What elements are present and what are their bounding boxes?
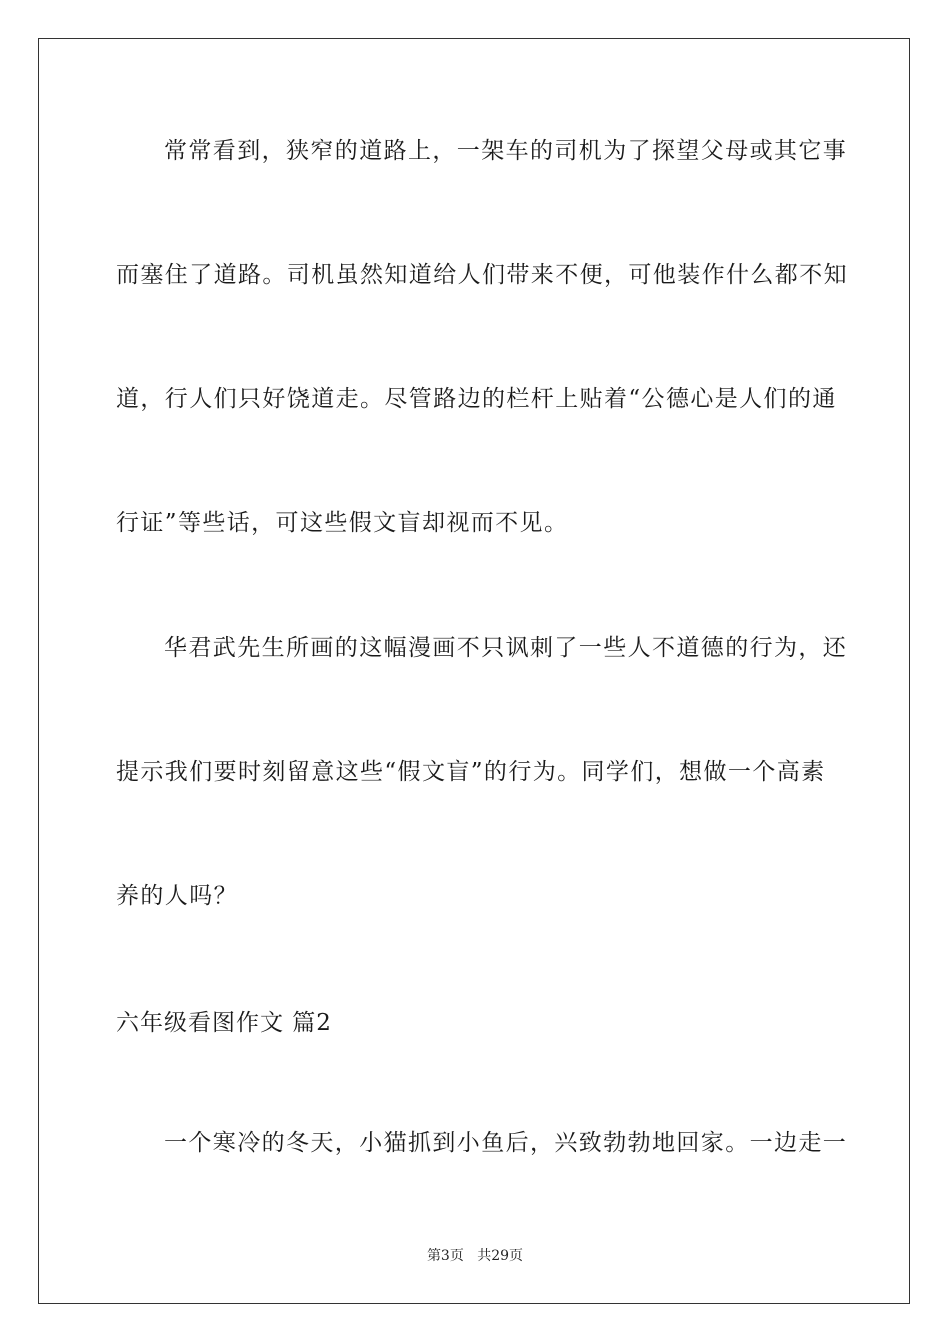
section-heading: 六年级看图作文 篇2: [116, 1010, 332, 1036]
page-border: [38, 38, 910, 1304]
paragraph-2-line-1: 华君武先生所画的这幅漫画不只讽刺了一些人不道德的行为，还: [164, 635, 848, 661]
paragraph-1-line-2: 而塞住了道路。司机虽然知道给人们带来不便，可他装作什么都不知: [116, 262, 848, 288]
paragraph-3-line-1: 一个寒冷的冬天，小猫抓到小鱼后，兴致勃勃地回家。一边走一: [164, 1130, 848, 1156]
page-number: 第3页: [426, 1248, 464, 1264]
paragraph-1-line-3: 道，行人们只好饶道走。尽管路边的栏杆上贴着“公德心是人们的通: [116, 386, 837, 412]
page-footer: [0, 1247, 950, 1265]
paragraph-1-line-4: 行证”等些话，可这些假文盲却视而不见。: [116, 510, 569, 536]
page-total: 共29页: [477, 1248, 524, 1264]
paragraph-2-line-3: 养的人吗？: [116, 883, 238, 909]
paragraph-2-line-2: 提示我们要时刻留意这些“假文盲”的行为。同学们，想做一个高素: [116, 759, 826, 785]
paragraph-1-line-1: 常常看到，狭窄的道路上，一架车的司机为了探望父母或其它事: [164, 138, 848, 164]
